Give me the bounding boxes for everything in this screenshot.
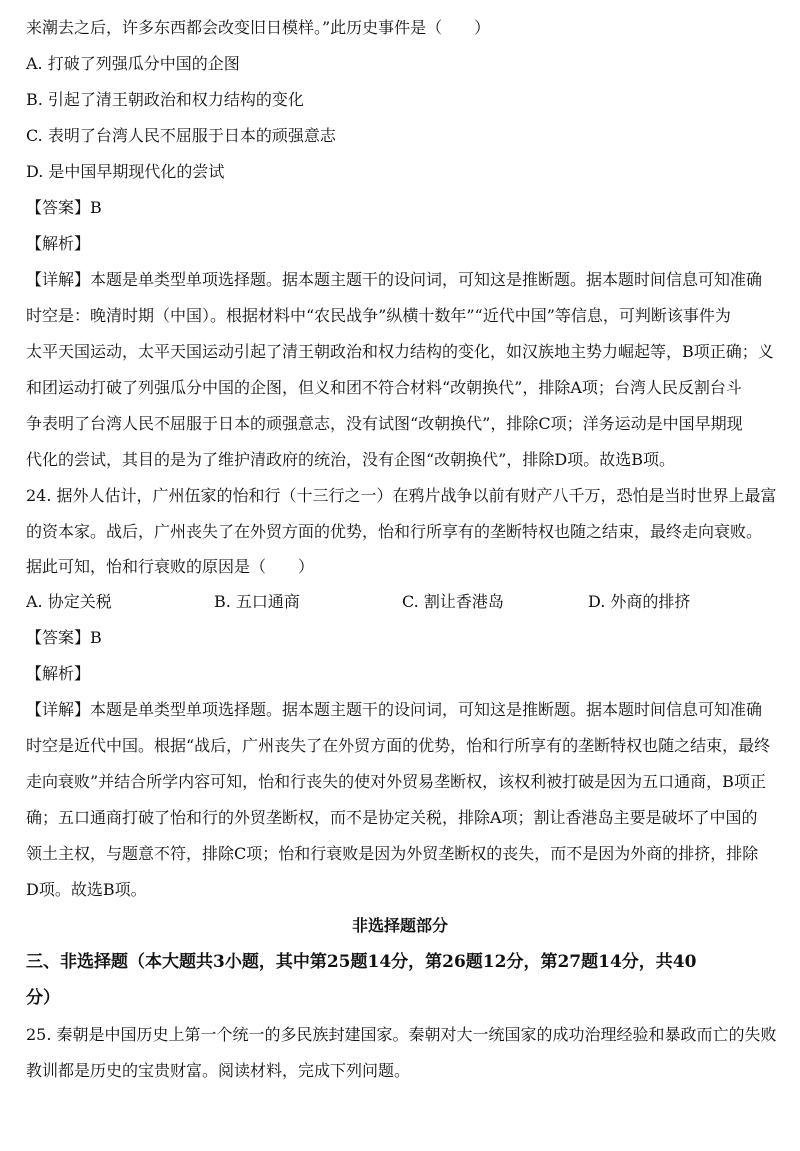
- q23-detail-line-4: 和团运动打破了列强瓜分中国的企图，但义和团不符合材料“改朝换代”，排除A项；台湾人民反割台斗: [26, 378, 742, 397]
- q24-answer: 【答案】B: [26, 628, 102, 647]
- q24-detail-line-6: D项。故选B项。: [26, 880, 147, 899]
- q23-option-c: C. 表明了台湾人民不屈服于日本的顽强意志: [26, 126, 336, 145]
- q23-detail-line-6: 代化的尝试，其目的是为了维护清政府的统治，没有企图“改朝换代”，排除D项。故选B项。: [26, 450, 675, 469]
- q24-stem-line-1: 24. 据外人估计，广州伍家的怡和行（十三行之一）在鸦片战争以前有财产八千万，恐怕是当时世界上最富: [26, 486, 777, 505]
- q24-option-d: D. 外商的排挤: [588, 592, 691, 611]
- q23-option-b: B. 引起了清王朝政治和权力结构的变化: [26, 90, 304, 109]
- q23-analysis-label: 【解析】: [26, 234, 91, 253]
- q25-stem-line-2: 教训都是历史的宝贵财富。阅读材料，完成下列问题。: [26, 1061, 411, 1080]
- q24-detail-line-3: 走向衰败”并结合所学内容可知，怡和行丧失的使对外贸易垄断权，该权利被打破是因为五口通商，B项正: [26, 772, 766, 791]
- q24-detail-line-4: 确；五口通商打破了怡和行的外贸垄断权，而不是协定关税，排除A项；割让香港岛主要是破坏了中国的: [26, 808, 758, 827]
- q25-stem-line-1: 25. 秦朝是中国历史上第一个统一的多民族封建国家。秦朝对大一统国家的成功治理经验和暴政而亡的失败: [26, 1025, 777, 1044]
- section-heading-line-1: 三、非选择题（本大题共3小题，其中第25题14分，第26题12分，第27题14分，共40: [26, 952, 697, 972]
- q23-answer: 【答案】B: [26, 198, 102, 217]
- q23-detail-line-2: 时空是：晚清时期（中国）。根据材料中“农民战争”纵横十数年”“近代中国”等信息，可判断该事件为: [26, 306, 731, 325]
- q24-detail-line-5: 领土主权，与题意不符，排除C项；怡和行衰败是因为外贸垄断权的丧失，而不是因为外商的排挤，排除: [26, 844, 759, 863]
- q24-option-c: C. 割让香港岛: [402, 592, 504, 611]
- q23-detail-line-1: 【详解】本题是单类型单项选择题。据本题主题干的设问词，可知这是推断题。据本题时间信息可知准确: [26, 270, 763, 289]
- q23-detail-line-5: 争表明了台湾人民不屈服于日本的顽强意志，没有试图“改朝换代”，排除C项；洋务运动是中国早期现: [26, 414, 743, 433]
- q24-detail-line-2: 时空是近代中国。根据“战后，广州丧失了在外贸方面的优势，怡和行所享有的垄断特权也随之结束，最终: [26, 736, 771, 755]
- q24-option-a: A. 协定关税: [26, 592, 112, 611]
- q24-stem-line-2: 的资本家。战后，广州丧失了在外贸方面的优势，怡和行所享有的垄断特权也随之结束，最终走向衰败。: [26, 522, 763, 541]
- q23-stem-end: 来潮去之后，许多东西都会改变旧日模样。”此历史事件是（ ）: [26, 18, 491, 37]
- q24-analysis-label: 【解析】: [26, 664, 91, 683]
- part-title: 非选择题部分: [351, 916, 448, 935]
- q24-detail-line-1: 【详解】本题是单类型单项选择题。据本题主题干的设问词，可知这是推断题。据本题时间信息可知准确: [26, 700, 763, 719]
- q23-option-d: D. 是中国早期现代化的尝试: [26, 162, 225, 181]
- q24-option-b: B. 五口通商: [214, 592, 300, 611]
- section-heading-line-2: 分）: [26, 988, 60, 1008]
- q23-detail-line-3: 太平天国运动，太平天国运动引起了清王朝政治和权力结构的变化，如汉族地主势力崛起等，B项正确；义: [26, 342, 774, 361]
- q24-options-row: [26, 592, 786, 612]
- q24-stem-line-3: 据此可知，怡和行衰败的原因是（ ）: [26, 557, 315, 576]
- q23-option-a: A. 打破了列强瓜分中国的企图: [26, 54, 240, 73]
